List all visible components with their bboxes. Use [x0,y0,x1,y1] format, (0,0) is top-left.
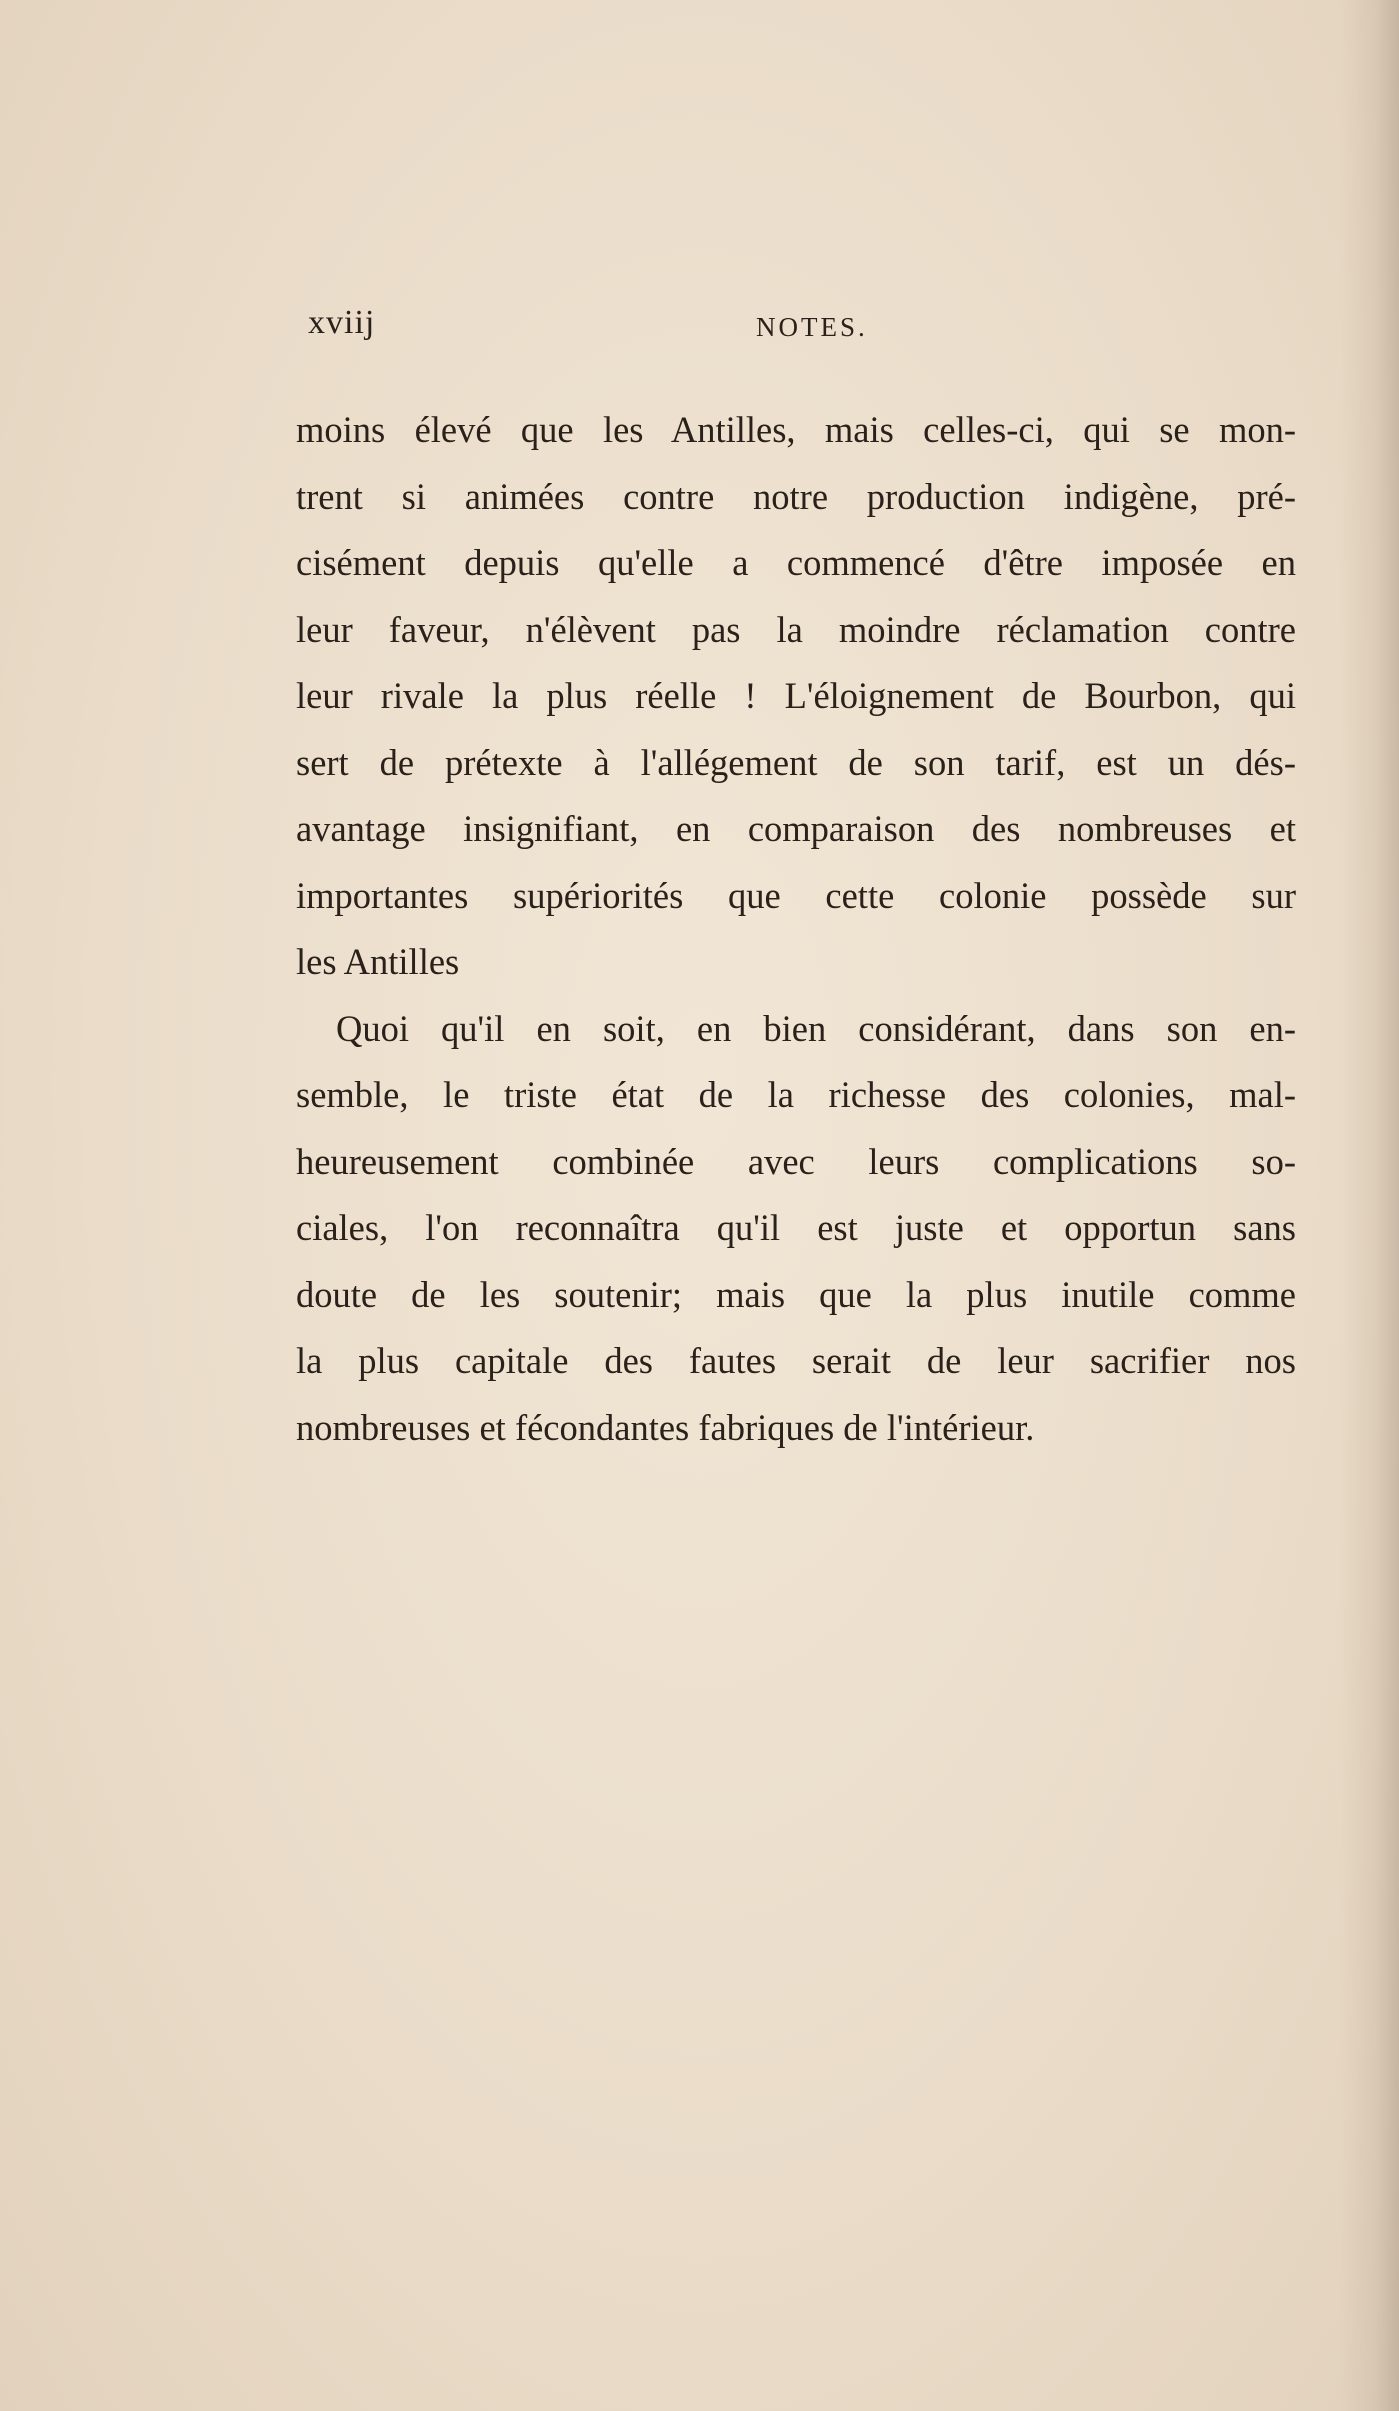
text-line: importantes supériorités que cette colonie possède sur [296,874,1296,916]
body-text [296,397,1296,1461]
text-line: heureusement combinée avec leurs complications so- [296,1140,1296,1182]
text-line: doute de les soutenir; mais que la plus inutile comme [296,1273,1296,1315]
text-line: la plus capitale des fautes serait de leur sacrifier nos [296,1340,1296,1381]
text-line: semble, le triste état de la richesse des colonies, mal- [296,1074,1296,1115]
text-line: ciales, l'on reconnaîtra qu'il est juste et opportun sans [296,1207,1296,1248]
text-line: les Antilles [296,941,460,982]
spine-shadow [1339,0,1399,2411]
paragraph-1 [296,397,1296,996]
text-line: leur rivale la plus réelle ! L'éloignement de Bourbon, qui [296,675,1296,716]
page-number: xviij [308,304,376,341]
text-line: leur faveur, n'élèvent pas la moindre réclamation contre [296,608,1296,650]
text-line: cisément depuis qu'elle a commencé d'être imposée en [296,542,1296,583]
text-line: nombreuses et fécondantes fabriques de l'intérieur. [296,1406,1035,1448]
running-head [296,300,1296,350]
text-line: moins élevé que les Antilles, mais celles-ci, qui se mon- [296,409,1296,450]
paragraph-2 [296,996,1296,1462]
text-line: trent si animées contre notre production indigène, pré- [296,475,1296,517]
text-line: sert de prétexte à l'allégement de son tarif, est un dés- [296,741,1296,783]
text-line: Quoi qu'il en soit, en bien considérant, dans son en- [336,1007,1296,1049]
text-line: avantage insignifiant, en comparaison des nombreuses et [296,808,1296,849]
running-title: NOTES. [756,312,868,342]
